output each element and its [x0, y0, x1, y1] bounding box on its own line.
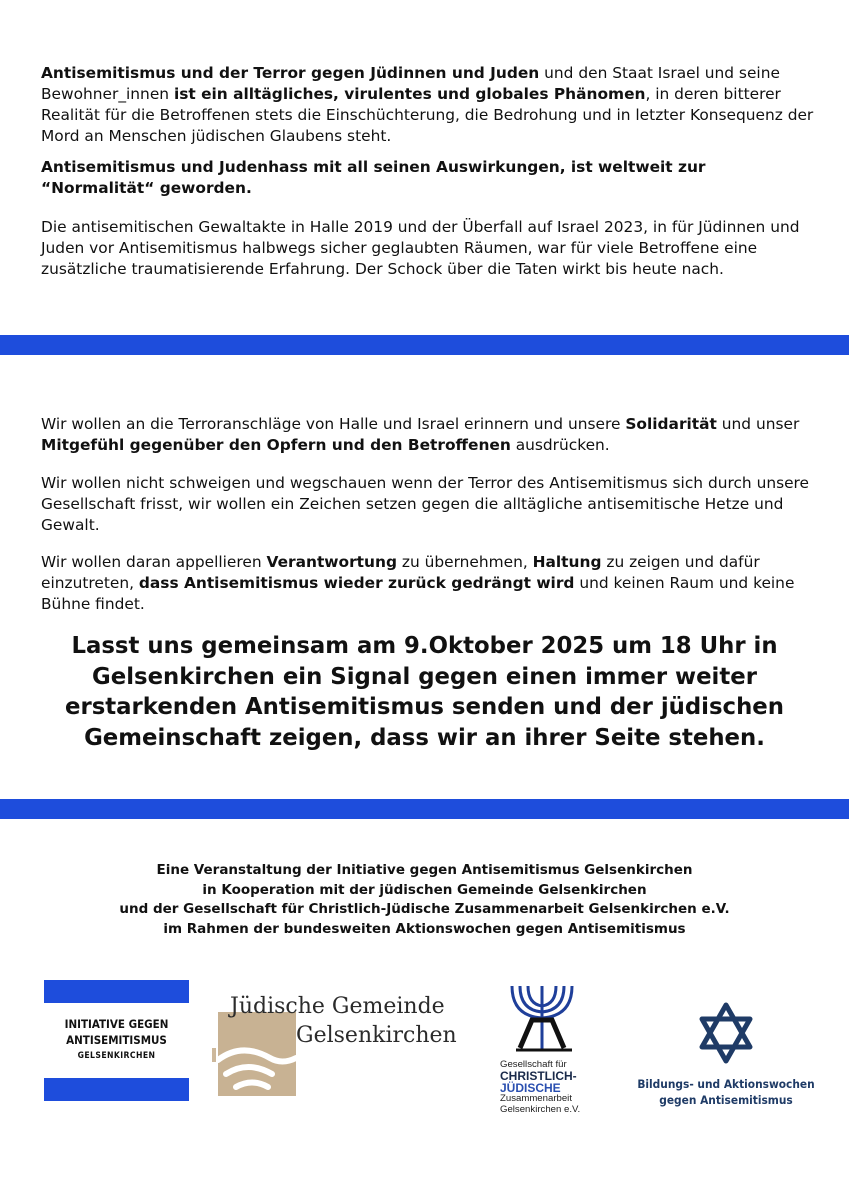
juedische-gemeinde-line-1: Jüdische Gemeinde — [230, 994, 445, 1019]
initiative-logo-line-2: ANTISEMITISMUS — [66, 1033, 167, 1047]
intro-text-1: und den Staat Israel und seine Bewohner_innen — [41, 64, 780, 103]
juedische-gemeinde-logo — [212, 990, 457, 1098]
intro-paragraph-3: Die antisemitischen Gewaltakte in Halle 2019 und der Überfall auf Israel 2023, in für Jüdinnen und Juden vor Antisemitismus halbwegs sicher geglaubten Räumen, war für viele Betroffene eine zusätzliche traumatisierende Erfahrung. Der Schock über die Taten wirkt bis heute nach. — [41, 218, 800, 278]
aktionswochen-line-1: Bildungs- und Aktionswochen — [637, 1077, 815, 1091]
appeal-text-3: ausdrücken. — [510, 436, 610, 454]
juedische-gemeinde-line-2: Gelsenkirchen — [296, 1023, 457, 1048]
aktionswochen-logo — [630, 1002, 822, 1112]
organizers-line: und der Gesellschaft für Christlich-Jüdische Zusammenarbeit Gelsenkirchen e.V. — [119, 901, 730, 917]
gcjz-logo — [497, 982, 589, 1122]
gcjz-line-2 — [500, 1070, 590, 1094]
blue-stripe-bottom — [0, 799, 849, 819]
appeal-paragraph-2: Wir wollen nicht schweigen und wegschauen wenn der Terror des Antisemitismus sich durch unsere Gesellschaft frisst, wir wollen ein Zeichen setzen gegen die alltägliche antisemitische Hetze und Gewalt. — [41, 474, 810, 534]
appeal-text-1: Wir wollen an die Terroranschläge von Halle und Israel erinnern und unsere — [41, 415, 626, 433]
intro-emphasis-2: ist ein alltägliches, virulentes und globales Phänomen — [173, 85, 646, 103]
star-of-david-icon — [699, 1002, 753, 1064]
appeal-emphasis-3: Verantwortung — [266, 553, 397, 571]
appeal-emphasis-2: Mitgefühl gegenüber den Opfern und den Betroffenen — [41, 436, 511, 454]
initiative-logo-line-3: GELSENKIRCHEN — [77, 1051, 156, 1061]
appeal-text-6: zu zeigen und dafür einzutreten, — [41, 553, 760, 592]
gcjz-line-2b: JÜDISCHE — [500, 1081, 561, 1095]
initiative-logo-line-1: INITIATIVE GEGEN — [64, 1017, 169, 1031]
appeal-paragraph-3 — [41, 552, 821, 615]
initiative-logo-bar-bottom — [44, 1078, 189, 1101]
appeal-text-4: Wir wollen daran appellieren — [41, 553, 267, 571]
menorah-cross-emblem-icon — [506, 982, 582, 1054]
organizers-line: Eine Veranstaltung der Initiative gegen Antisemitismus Gelsenkirchen — [156, 862, 693, 878]
gcjz-line-4: Gelsenkirchen e.V. — [500, 1104, 581, 1115]
gcjz-line-2a: CHRISTLICH- — [500, 1069, 577, 1083]
organizers-line: im Rahmen der bundesweiten Aktionswochen gegen Antisemitismus — [163, 920, 686, 937]
gcjz-line-1: Gesellschaft für — [500, 1059, 567, 1070]
initiative-logo-bar-top — [44, 980, 189, 1003]
initiative-logo — [44, 980, 189, 1101]
appeal-paragraph-1 — [41, 414, 821, 456]
gcjz-line-3: Zusammenarbeit — [500, 1093, 572, 1104]
organizers-note — [0, 861, 849, 939]
appeal-emphasis-4: Haltung — [532, 553, 602, 571]
appeal-emphasis-5: dass Antisemitismus wieder zurück gedrängt wird — [138, 574, 575, 592]
intro-paragraph-2: Antisemitismus und Judenhass mit all seinen Auswirkungen, ist weltweit zur “Normalität“ geworden. — [41, 158, 706, 197]
blue-stripe-top — [0, 335, 849, 355]
organizers-line: in Kooperation mit der jüdischen Gemeinde Gelsenkirchen — [202, 881, 647, 898]
appeal-emphasis-1: Solidarität — [625, 415, 717, 433]
aktionswochen-line-2: gegen Antisemitismus — [659, 1093, 793, 1107]
intro-paragraph-1 — [41, 63, 821, 147]
appeal-text-5: zu übernehmen, — [396, 553, 533, 571]
intro-emphasis-1: Antisemitismus und der Terror gegen Jüdinnen und Juden — [41, 64, 540, 82]
intro-text-2: , in deren bitterer Realität für die Betroffenen stets die Einschüchterung, die Bedrohung und in letzter Konsequenz der Mord an Menschen jüdischen Glaubens steht. — [41, 85, 814, 145]
event-callout: Lasst uns gemeinsam am 9.Oktober 2025 um 18 Uhr in Gelsenkirchen ein Signal gegen einen immer weiter erstarkenden Antisemitismus senden und der jüdischen Gemeinschaft zeigen, dass wir an ihrer Seite stehen. — [65, 633, 784, 751]
appeal-text-2: und unser — [716, 415, 800, 433]
appeal-text-7: und keinen Raum und keine Bühne findet. — [41, 574, 795, 613]
